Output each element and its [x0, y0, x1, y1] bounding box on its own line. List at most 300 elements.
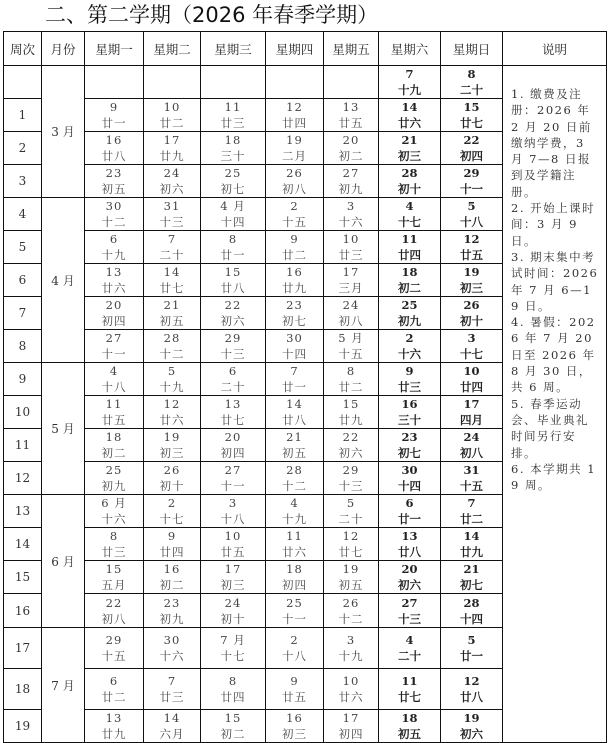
calendar-body	[4, 66, 607, 743]
lunar-date: 十五	[338, 347, 364, 361]
lunar-date: 初五	[398, 727, 421, 741]
day-cell	[324, 528, 379, 561]
lunar-date: 初五	[159, 314, 185, 328]
day-cell	[144, 495, 201, 528]
week-number: 2	[4, 132, 42, 165]
lunar-date: 初三	[159, 446, 185, 460]
solar-date: 14	[401, 100, 418, 114]
day-cell	[201, 330, 266, 363]
solar-date: 2	[405, 331, 414, 345]
solar-date: 19	[463, 711, 480, 725]
lunar-date: 初六	[338, 446, 364, 460]
day-cell	[85, 561, 144, 594]
day-cell	[379, 462, 441, 495]
solar-date: 18	[286, 562, 303, 576]
header-week: 周次	[4, 32, 42, 66]
lunar-date: 六月	[159, 727, 185, 741]
day-cell	[144, 528, 201, 561]
solar-date: 14	[163, 265, 181, 279]
lunar-date: 十二	[159, 347, 185, 361]
lunar-date: 廿一	[282, 380, 307, 394]
day-cell	[441, 396, 503, 429]
day-cell	[201, 297, 266, 330]
day-cell	[379, 297, 441, 330]
solar-date: 12	[463, 674, 480, 688]
day-cell	[379, 66, 441, 99]
solar-date: 10	[342, 232, 360, 246]
solar-date: 28	[163, 331, 181, 345]
day-cell	[379, 264, 441, 297]
solar-date: 17	[342, 265, 360, 279]
solar-date: 23	[401, 430, 418, 444]
day-cell	[201, 669, 266, 710]
solar-date: 27	[342, 166, 360, 180]
lunar-date: 初五	[282, 446, 307, 460]
lunar-date: 十六	[101, 512, 127, 526]
lunar-date: 廿三	[220, 116, 246, 130]
lunar-date: 二十	[220, 380, 246, 394]
day-cell	[266, 264, 324, 297]
solar-date: 28	[463, 595, 480, 610]
day-cell	[379, 561, 441, 594]
day-cell	[379, 528, 441, 561]
solar-date: 12	[163, 397, 181, 411]
lunar-date: 二十	[338, 512, 364, 526]
day-cell	[441, 363, 503, 396]
day-cell	[324, 297, 379, 330]
solar-date: 20	[401, 562, 418, 576]
solar-date: 18	[401, 265, 418, 279]
solar-date: 30	[105, 199, 123, 213]
solar-date: 30	[286, 331, 303, 345]
week-number: 12	[4, 462, 42, 495]
day-cell	[324, 264, 379, 297]
week-number: 6	[4, 264, 42, 297]
lunar-date: 廿九	[159, 149, 185, 163]
lunar-date: 十七	[220, 649, 246, 663]
day-cell	[144, 330, 201, 363]
day-cell	[324, 330, 379, 363]
day-cell	[85, 264, 144, 297]
lunar-date: 十三	[159, 215, 185, 229]
lunar-date: 廿五	[460, 248, 483, 262]
day-cell	[85, 628, 144, 669]
solar-date: 13	[105, 711, 123, 725]
lunar-date: 廿五	[101, 413, 127, 427]
solar-date: 7	[290, 364, 299, 378]
day-cell	[324, 165, 379, 198]
lunar-date: 廿三	[398, 380, 421, 394]
lunar-date: 三十	[398, 413, 421, 427]
solar-date: 13	[224, 397, 242, 411]
solar-date: 4	[405, 199, 414, 213]
lunar-date: 初八	[460, 446, 483, 460]
month-label: 3 月	[42, 66, 85, 198]
day-cell	[324, 495, 379, 528]
week-number: 15	[4, 561, 42, 594]
day-cell	[266, 628, 324, 669]
header-wednesday: 星期三	[201, 32, 266, 66]
solar-date: 3	[346, 199, 356, 213]
lunar-date: 十四	[282, 347, 307, 361]
solar-date: 27	[224, 463, 242, 477]
lunar-date: 初二	[101, 446, 127, 460]
day-cell	[201, 710, 266, 743]
lunar-date: 初三	[220, 578, 246, 592]
solar-date: 2	[290, 633, 299, 647]
solar-date: 8	[346, 364, 356, 378]
solar-date: 18	[224, 133, 242, 147]
solar-date: 29	[463, 166, 480, 180]
day-cell	[144, 297, 201, 330]
day-cell	[379, 231, 441, 264]
solar-date: 11	[401, 674, 418, 688]
solar-date: 25	[224, 166, 242, 180]
solar-date: 7	[167, 674, 177, 688]
solar-date: 5	[467, 199, 476, 213]
day-cell	[266, 561, 324, 594]
lunar-date: 廿四	[220, 690, 246, 704]
solar-date: 20	[342, 133, 360, 147]
solar-date: 16	[401, 397, 418, 411]
day-cell	[441, 710, 503, 743]
lunar-date: 十一	[220, 479, 246, 493]
day-cell	[85, 165, 144, 198]
day-cell	[379, 669, 441, 710]
solar-date: 15	[342, 397, 360, 411]
solar-date: 5	[167, 364, 177, 378]
day-cell	[379, 198, 441, 231]
day-cell	[85, 429, 144, 462]
solar-date: 15	[463, 100, 480, 114]
lunar-date: 廿六	[159, 413, 185, 427]
header-saturday: 星期六	[379, 32, 441, 66]
day-cell	[441, 495, 503, 528]
lunar-date: 廿五	[338, 116, 364, 130]
lunar-date: 廿二	[460, 512, 483, 526]
day-cell	[266, 198, 324, 231]
solar-date: 3	[346, 633, 356, 647]
day-cell	[441, 462, 503, 495]
solar-date: 2	[167, 496, 177, 510]
solar-date: 13	[401, 529, 418, 543]
solar-date: 6 月	[101, 496, 127, 510]
solar-date: 4	[405, 633, 414, 647]
page-title: 二、第二学期（2026 年春季学期）	[45, 3, 379, 27]
lunar-date: 十八	[282, 649, 307, 663]
solar-date: 22	[105, 595, 123, 610]
day-cell	[441, 594, 503, 628]
day-cell	[441, 561, 503, 594]
solar-date: 12	[286, 100, 303, 114]
lunar-date: 初八	[338, 314, 364, 328]
day-cell	[201, 132, 266, 165]
day-cell	[441, 198, 503, 231]
solar-date: 23	[163, 595, 181, 610]
header-sunday: 星期日	[441, 32, 503, 66]
solar-date: 19	[463, 265, 480, 279]
solar-date: 9	[405, 364, 414, 378]
lunar-date: 初九	[338, 182, 364, 196]
day-cell	[266, 297, 324, 330]
lunar-date: 初九	[398, 314, 421, 328]
day-cell	[379, 495, 441, 528]
solar-date: 27	[401, 595, 418, 610]
solar-date: 2	[290, 199, 299, 213]
lunar-date: 初四	[101, 314, 127, 328]
solar-date: 13	[105, 265, 123, 279]
month-label: 7 月	[42, 628, 85, 743]
lunar-date: 廿一	[220, 248, 246, 262]
header-row	[4, 32, 607, 66]
day-cell	[379, 132, 441, 165]
lunar-date: 廿二	[282, 248, 307, 262]
header-notes: 说明	[503, 32, 607, 66]
day-cell	[144, 132, 201, 165]
lunar-date: 廿四	[398, 248, 421, 262]
lunar-date: 二十	[159, 248, 185, 262]
day-cell	[266, 669, 324, 710]
solar-date: 23	[286, 298, 303, 312]
lunar-date: 二十	[398, 649, 421, 663]
lunar-date: 初十	[460, 314, 483, 328]
day-cell	[85, 495, 144, 528]
solar-date: 5	[346, 496, 356, 510]
day-cell	[266, 594, 324, 628]
lunar-date: 初四	[282, 578, 307, 592]
solar-date: 28	[401, 166, 418, 180]
day-cell	[324, 429, 379, 462]
lunar-date: 廿九	[101, 727, 127, 741]
solar-date: 30	[163, 633, 181, 647]
day-cell	[324, 66, 379, 99]
lunar-date: 二月	[282, 149, 307, 163]
solar-date: 7	[467, 496, 476, 510]
solar-date: 3	[228, 496, 238, 510]
day-cell	[144, 66, 201, 99]
lunar-date: 十七	[398, 215, 421, 229]
day-cell	[201, 264, 266, 297]
day-cell	[379, 330, 441, 363]
week-number	[4, 66, 42, 99]
lunar-date: 五月	[101, 578, 127, 592]
lunar-date: 初七	[398, 446, 421, 460]
lunar-date: 十九	[159, 380, 185, 394]
lunar-date: 十五	[101, 649, 127, 663]
day-cell	[266, 396, 324, 429]
day-cell	[266, 165, 324, 198]
day-cell	[324, 198, 379, 231]
week-number: 19	[4, 710, 42, 743]
header-month: 月份	[42, 32, 85, 66]
day-cell	[379, 363, 441, 396]
lunar-date: 廿二	[159, 116, 185, 130]
lunar-date: 初七	[460, 578, 483, 592]
solar-date: 24	[342, 298, 360, 312]
lunar-date: 廿七	[220, 413, 246, 427]
solar-date: 29	[105, 633, 123, 647]
lunar-date: 十四	[398, 479, 421, 493]
day-cell	[201, 198, 266, 231]
day-cell	[85, 198, 144, 231]
lunar-date: 初十	[220, 611, 246, 626]
day-cell	[201, 561, 266, 594]
lunar-date: 十七	[460, 347, 483, 361]
lunar-date: 廿四	[159, 545, 185, 559]
lunar-date: 初三	[398, 149, 421, 163]
lunar-date: 十三	[220, 347, 246, 361]
day-cell	[266, 132, 324, 165]
solar-date: 26	[286, 166, 303, 180]
solar-date: 3	[467, 331, 476, 345]
solar-date: 12	[342, 529, 360, 543]
day-cell	[144, 462, 201, 495]
day-cell	[266, 330, 324, 363]
day-cell	[85, 396, 144, 429]
lunar-date: 十三	[398, 611, 421, 626]
day-cell	[441, 628, 503, 669]
day-cell	[144, 594, 201, 628]
day-cell	[144, 669, 201, 710]
day-cell	[441, 264, 503, 297]
lunar-date: 廿四	[460, 380, 483, 394]
day-cell	[266, 710, 324, 743]
lunar-date: 廿八	[460, 690, 483, 704]
day-cell	[324, 628, 379, 669]
solar-date: 12	[463, 232, 480, 246]
week-number: 10	[4, 396, 42, 429]
lunar-date: 十四	[220, 215, 246, 229]
solar-date: 8	[228, 232, 238, 246]
week-number: 9	[4, 363, 42, 396]
solar-date: 9	[290, 232, 299, 246]
solar-date: 6	[405, 496, 414, 510]
lunar-date: 初四	[460, 149, 483, 163]
lunar-date: 十九	[338, 649, 364, 663]
week-number: 14	[4, 528, 42, 561]
lunar-date: 廿九	[282, 281, 307, 295]
solar-date: 23	[105, 166, 123, 180]
day-cell	[266, 363, 324, 396]
solar-date: 6	[109, 232, 119, 246]
lunar-date: 初七	[220, 182, 246, 196]
lunar-date: 十二	[101, 215, 127, 229]
solar-date: 18	[105, 430, 123, 444]
lunar-date: 廿三	[101, 545, 127, 559]
day-cell	[266, 429, 324, 462]
lunar-date: 初五	[338, 578, 364, 592]
solar-date: 31	[163, 199, 181, 213]
lunar-date: 二十	[460, 83, 483, 97]
lunar-date: 初十	[159, 479, 185, 493]
solar-date: 11	[286, 529, 303, 543]
day-cell	[324, 561, 379, 594]
solar-date: 11	[224, 100, 242, 114]
notes-cell	[503, 66, 607, 743]
note-item: 1. 缴费及注册：2026 年 2 月 20 日前缴纳学费，3 月 7—8 日报到及学籍注册。	[511, 87, 592, 199]
day-cell	[144, 264, 201, 297]
week-number: 7	[4, 297, 42, 330]
day-cell	[324, 231, 379, 264]
solar-date: 9	[290, 674, 299, 688]
lunar-date: 四月	[460, 413, 483, 427]
lunar-date: 廿三	[338, 248, 364, 262]
week-number: 11	[4, 429, 42, 462]
lunar-date: 廿八	[101, 149, 127, 163]
day-cell	[266, 99, 324, 132]
day-cell	[441, 165, 503, 198]
day-cell	[324, 132, 379, 165]
solar-date: 5	[467, 633, 476, 647]
day-cell	[379, 99, 441, 132]
solar-date: 9	[109, 100, 119, 114]
lunar-date: 初六	[398, 578, 421, 592]
lunar-date: 廿六	[338, 690, 364, 704]
lunar-date: 初四	[220, 446, 246, 460]
week-number: 16	[4, 594, 42, 628]
lunar-date: 初五	[101, 182, 127, 196]
solar-date: 17	[463, 397, 480, 411]
note-item: 6. 本学期共 19 周。	[511, 461, 597, 493]
lunar-date: 廿一	[101, 116, 127, 130]
solar-date: 7	[167, 232, 177, 246]
lunar-date: 初三	[460, 281, 483, 295]
week-number: 8	[4, 330, 42, 363]
lunar-date: 十九	[101, 248, 127, 262]
solar-date: 16	[286, 265, 303, 279]
lunar-date: 初六	[159, 182, 185, 196]
solar-date: 19	[342, 562, 360, 576]
lunar-date: 十二	[338, 611, 364, 626]
solar-date: 11	[401, 232, 418, 246]
lunar-date: 十一	[460, 182, 483, 196]
solar-date: 17	[224, 562, 242, 576]
solar-date: 16	[163, 562, 181, 576]
week-number: 17	[4, 628, 42, 669]
day-cell	[144, 363, 201, 396]
day-cell	[441, 429, 503, 462]
solar-date: 10	[463, 364, 480, 378]
day-cell	[441, 669, 503, 710]
day-cell	[324, 710, 379, 743]
month-label: 5 月	[42, 363, 85, 495]
month-label: 4 月	[42, 198, 85, 363]
solar-date: 26	[163, 463, 181, 477]
solar-date: 22	[224, 298, 242, 312]
day-cell	[144, 429, 201, 462]
solar-date: 31	[463, 463, 480, 477]
lunar-date: 廿八	[220, 281, 246, 295]
day-cell	[441, 528, 503, 561]
lunar-date: 廿二	[101, 690, 127, 704]
solar-date: 19	[163, 430, 181, 444]
day-cell	[201, 66, 266, 99]
lunar-date: 初二	[159, 578, 185, 592]
lunar-date: 廿八	[398, 545, 421, 559]
lunar-date: 十一	[101, 347, 127, 361]
solar-date: 26	[463, 298, 480, 312]
day-cell	[144, 628, 201, 669]
day-cell	[201, 495, 266, 528]
day-cell	[201, 165, 266, 198]
solar-date: 22	[342, 430, 360, 444]
week-number: 18	[4, 669, 42, 710]
day-cell	[201, 231, 266, 264]
lunar-date: 初八	[282, 182, 307, 196]
day-cell	[379, 594, 441, 628]
day-cell	[324, 99, 379, 132]
week-number: 3	[4, 165, 42, 198]
